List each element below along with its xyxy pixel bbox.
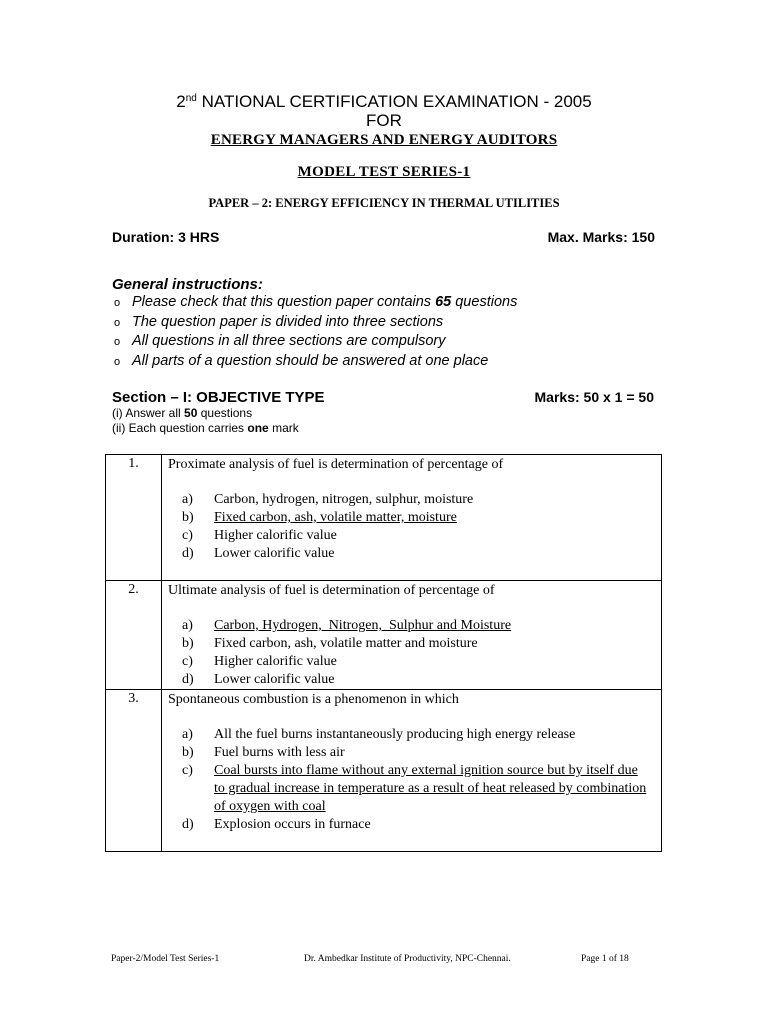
question-cell [162,690,662,852]
option-letter: d) [182,672,194,687]
series-title: MODEL TEST SERIES-1 [297,164,471,180]
question-cell [162,455,662,581]
option-letter: c) [182,763,193,778]
option-text: Fixed carbon, ash, volatile matter and moisture [214,636,478,651]
question-row [106,455,662,581]
option-item [182,726,655,744]
option-letter: d) [182,546,194,561]
question-stem: Spontaneous combustion is a phenomenon in which [168,692,459,707]
question-row [106,581,662,690]
instruction-text: questions [451,294,518,310]
instruction-item [114,333,446,349]
bullet-icon: o [114,317,121,329]
note-text: questions [197,406,253,420]
footer-paper-label: Paper-2/Model Test Series-1 [111,954,220,964]
bullet-icon: o [114,336,121,348]
footer-institute: Dr. Ambedkar Institute of Productivity, NPC-Chennai. [304,954,511,964]
option-text: Higher calorific value [214,654,337,669]
option-text: Higher calorific value [214,528,337,543]
note-emphasis: one [247,421,269,435]
option-item [182,671,655,689]
instruction-text: The question paper is divided into three sections [132,314,444,330]
exam-title [0,92,768,112]
title-text: NATIONAL CERTIFICATION EXAMINATION - 2005 [196,92,592,111]
question-number: 2. [106,581,162,690]
option-text: Lower calorific value [214,672,335,687]
instruction-item [114,294,517,310]
section-marks: Marks: 50 x 1 = 50 [534,389,654,405]
options-list [168,617,655,689]
max-marks-label: Max. Marks: 150 [547,229,655,245]
question-number: 3. [106,690,162,852]
option-item [182,635,655,653]
footer-page-number: Page 1 of 18 [581,954,629,964]
option-item-correct [182,762,655,816]
options-list [168,491,655,563]
question-cell [162,581,662,690]
instruction-text: All parts of a question should be answered at one place [132,353,489,369]
instructions-heading: General instructions: [112,276,263,293]
instruction-text: All questions in all three sections are compulsory [132,333,446,349]
note-text: (i) Answer all [112,406,185,420]
option-item [182,491,655,509]
option-item [182,653,655,671]
section-title: Section – I: OBJECTIVE TYPE [112,389,325,406]
note-text: mark [268,421,299,435]
options-list [168,726,655,834]
option-text-correct: Fixed carbon, ash, volatile matter, moisture [214,510,457,525]
note-emphasis: 50 [184,406,198,420]
option-letter: b) [182,745,194,760]
section-note [112,421,299,435]
option-item [182,527,655,545]
option-text-correct: Carbon, Hydrogen, Nitrogen, Sulphur and Moisture [214,618,512,633]
option-letter: a) [182,492,193,507]
question-row [106,690,662,852]
duration-label: Duration: 3 HRS [112,229,220,245]
bullet-icon: o [114,356,121,368]
option-item-correct [182,617,655,635]
option-letter: b) [182,510,194,525]
option-text: Lower calorific value [214,546,335,561]
option-letter: a) [182,618,193,633]
option-letter: c) [182,654,193,669]
instruction-text: Please check that this question paper contains [132,294,436,310]
instruction-emphasis: 65 [435,294,452,310]
option-letter: b) [182,636,194,651]
question-stem: Proximate analysis of fuel is determination of percentage of [168,457,504,472]
option-text: All the fuel burns instantaneously producing high energy release [214,727,576,742]
option-letter: d) [182,817,194,832]
option-text: Carbon, hydrogen, nitrogen, sulphur, moisture [214,492,474,507]
question-stem: Ultimate analysis of fuel is determination of percentage of [168,583,495,598]
section-note [112,406,252,420]
title-ordinal-suffix: nd [185,93,197,104]
paper-title: PAPER – 2: ENERGY EFFICIENCY IN THERMAL UTILITIES [208,196,560,210]
title-ordinal: 2 [176,92,186,111]
instruction-item [114,314,443,330]
option-text: Fuel burns with less air [214,745,345,760]
instruction-item [114,353,488,369]
option-text: Explosion occurs in furnace [214,817,371,832]
option-letter: c) [182,528,193,543]
option-letter: a) [182,727,193,742]
option-text-correct: Coal bursts into flame without any external ignition source but by itself due to gradual increase in temperature as a result of heat released by combination of oxygen with coal [214,763,647,814]
option-item [182,545,655,563]
option-item-correct [182,509,655,527]
question-number: 1. [106,455,162,581]
note-text: (ii) Each question carries [112,421,248,435]
option-item [182,744,655,762]
bullet-icon: o [114,297,121,309]
questions-table [105,454,662,852]
title-for-line: FOR [366,111,402,130]
exam-subtitle: ENERGY MANAGERS AND ENERGY AUDITORS [210,132,558,148]
option-item [182,816,655,834]
